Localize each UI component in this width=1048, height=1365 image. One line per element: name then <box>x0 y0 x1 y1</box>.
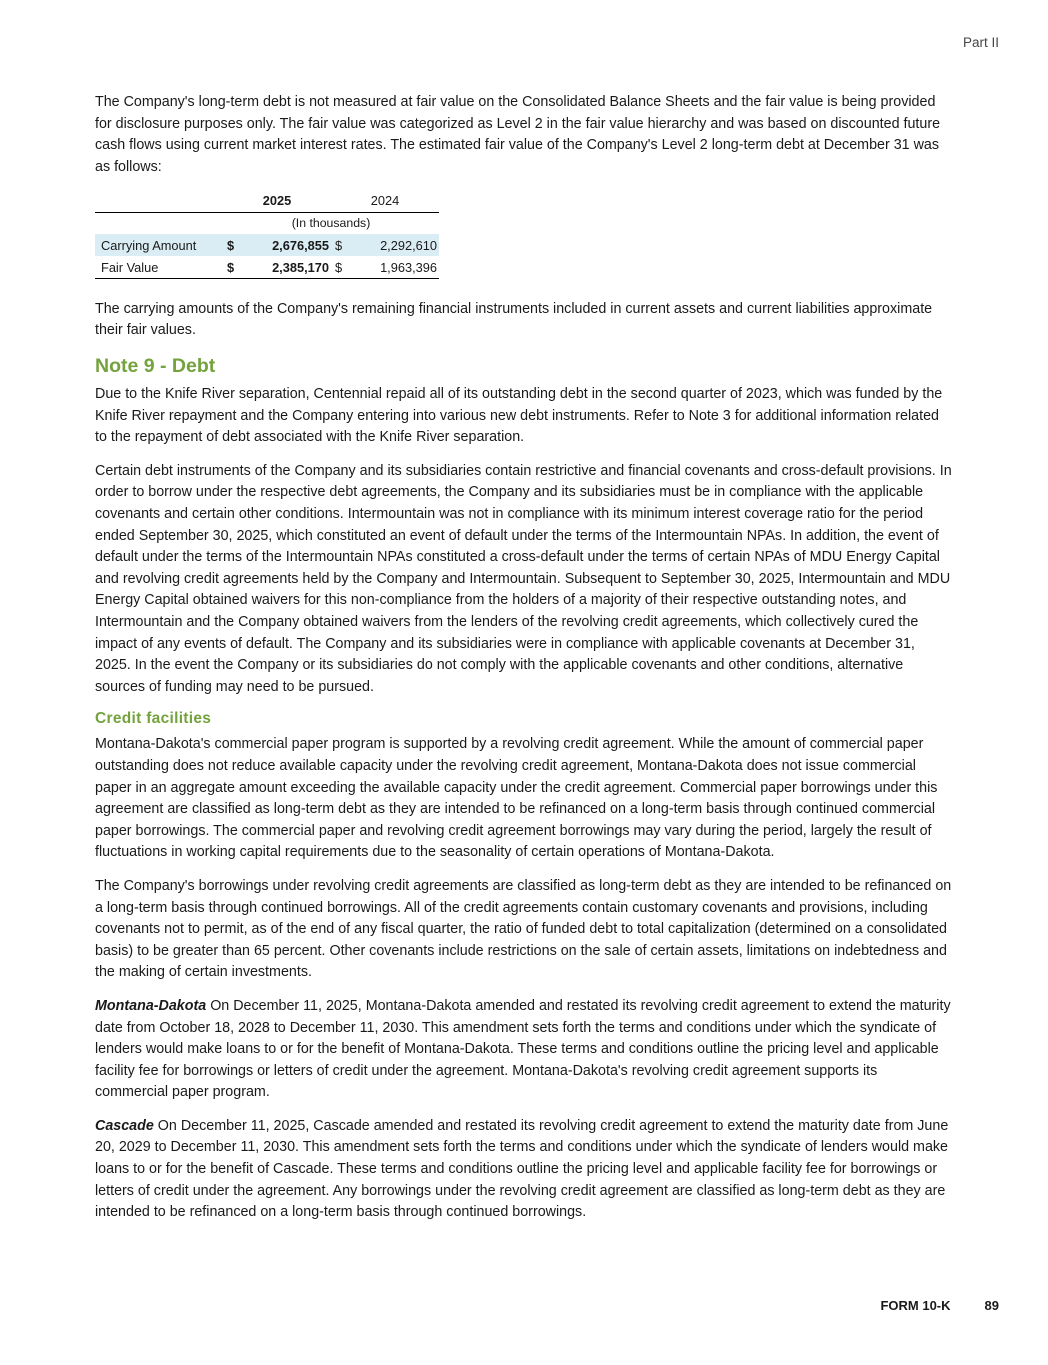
paragraph-company-borrowings: The Company's borrowings under revolving credit agreements are classified as long-term debt as they are intended to be refinanced on a long-term basis through continued borrowings. All of the credit agreements contain customary covenants and provisions, including covenants not to permit, as of the end of any fiscal quarter, the ratio of funded debt to total capitalization (determined on a consolidated basis) to be greater than 65 percent. Other covenants include restrictions on the sale of certain assets, limitations on indebtedness and the making of certain investments. <box>95 877 952 981</box>
table-row-fair-value <box>95 256 439 278</box>
cell-value-2025: 2,385,170 <box>247 256 331 278</box>
paragraph-montana-dakota-amendment <box>95 996 953 1104</box>
lead-term-cascade: Cascade <box>95 1117 154 1134</box>
page-content <box>95 92 953 1236</box>
fair-value-table <box>95 190 439 279</box>
cell-currency-2025: $ <box>223 256 247 278</box>
cell-label: Carrying Amount <box>95 234 223 256</box>
form-label: FORM 10-K <box>880 1298 951 1313</box>
paragraph-carrying-amounts: The carrying amounts of the Company's remaining financial instruments included in current assets and current liabilities approximate their fair values. <box>95 300 933 339</box>
column-header-2025: 2025 <box>223 190 331 213</box>
cell-label: Fair Value <box>95 256 223 278</box>
page-number: 89 <box>984 1298 999 1313</box>
units-note: (In thousands) <box>291 216 371 231</box>
paragraph-knife-river: Due to the Knife River separation, Centennial repaid all of its outstanding debt in the second quarter of 2023, which was funded by the Knife River repayment and the Company entering into various new debt instruments. Refer to Note 3 for additional information related to the repayment of debt associated with the Knife River separation. <box>95 386 943 446</box>
table-row-carrying-amount <box>95 234 439 256</box>
cell-empty <box>95 190 223 213</box>
paragraph-fair-value-intro: The Company's long-term debt is not measured at fair value on the Consolidated Balance Sheets and the fair value is being provided for disclosure purposes only. The fair value was categorized as Level 2 in the fair value hierarchy and was based on discounted future cash flows using current market interest rates. The estimated fair value of the Company's Level 2 long-term debt at December 31 was as follows: <box>95 94 941 175</box>
paragraph-text: On December 11, 2025, Montana-Dakota amended and restated its revolving credit agreement to extend the maturity date from October 18, 2028 to December 11, 2030. This amendment sets forth the terms and conditions under which the syndicate of lenders would make loans to or for the benefit of Montana-Dakota. These terms and conditions outline the pricing level and applicable facility fee for borrowings or letters of credit under the agreement. Montana-Dakota's revolving credit agreement supports its commercial paper program. <box>95 997 951 1101</box>
note9-heading: Note 9 - Debt <box>95 355 216 378</box>
paragraph-cascade-amendment <box>95 1116 953 1224</box>
paragraph-text: On December 11, 2025, Cascade amended and restated its revolving credit agreement to extend the maturity date from June 20, 2029 to December 11, 2030. This amendment sets forth the terms and conditions under which the syndicate of lenders would make loans to or for the benefit of Cascade. These terms and conditions outline the pricing level and applicable facility fee for borrowings or letters of credit under the agreement. Any borrowings under the revolving credit agreement are classified as long-term debt as they are intended to be refinanced on a long-term basis through continued borrowings. <box>95 1117 949 1221</box>
lead-term-montana-dakota: Montana-Dakota <box>95 997 207 1014</box>
cell-value-2025: 2,676,855 <box>247 234 331 256</box>
paragraph-commercial-paper: Montana-Dakota's commercial paper program is supported by a revolving credit agreement. While the amount of commercial paper outstanding does not reduce available capacity under the revolving credit agreement, Montana-Dakota does not issue commercial paper in an aggregate amount exceeding the available capacity under the credit agreement. Commercial paper borrowings under this agreement are classified as long-term debt as they are intended to be refinanced on a long-term basis through continued commercial paper borrowings. The commercial paper and revolving credit agreement borrowings may vary during the period, largely the result of fluctuations in working capital requirements due to the seasonality of certain operations of Montana-Dakota. <box>95 736 938 861</box>
column-header-2024: 2024 <box>331 190 439 213</box>
cell-currency-2024: $ <box>331 234 355 256</box>
page-footer <box>880 1298 999 1313</box>
cell-currency-2024: $ <box>331 256 355 278</box>
cell-value-2024: 1,963,396 <box>355 256 439 278</box>
cell-currency-2025: $ <box>223 234 247 256</box>
table-header-row <box>95 190 439 213</box>
cell-value-2024: 2,292,610 <box>355 234 439 256</box>
part-label: Part II <box>962 35 999 50</box>
paragraph-covenants: Certain debt instruments of the Company and its subsidiaries contain restrictive and financial covenants and cross-default provisions. In order to borrow under the respective debt agreements, the Company and its subsidiaries must be in compliance with the applicable covenants and certain other conditions. Intermountain was not in compliance with its minimum interest coverage ratio for the period ended September 30, 2025, which constituted an event of default under the terms of the Intermountain NPAs. In addition, the event of default under the terms of the Intermountain NPAs constituted a cross-default under the terms of certain NPAs of MDU Energy Capital and revolving credit agreements held by the Company and Intermountain. Subsequent to September 30, 2025, Intermountain and MDU Energy Capital obtained waivers for this non-compliance from the holders of a majority of their respective outstanding notes, and Intermountain and the Company obtained waivers from the lenders of the revolving credit agreements, which collectively cured the impact of any events of default. The Company and its subsidiaries were in compliance with applicable covenants at December 31, 2025. In the event the Company or its subsidiaries do not comply with the applicable covenants and other conditions, alternative sources of funding may need to be pursued. <box>95 462 952 695</box>
cell-empty <box>95 213 223 235</box>
table-units-row <box>95 213 439 235</box>
credit-facilities-heading: Credit facilities <box>95 710 212 728</box>
